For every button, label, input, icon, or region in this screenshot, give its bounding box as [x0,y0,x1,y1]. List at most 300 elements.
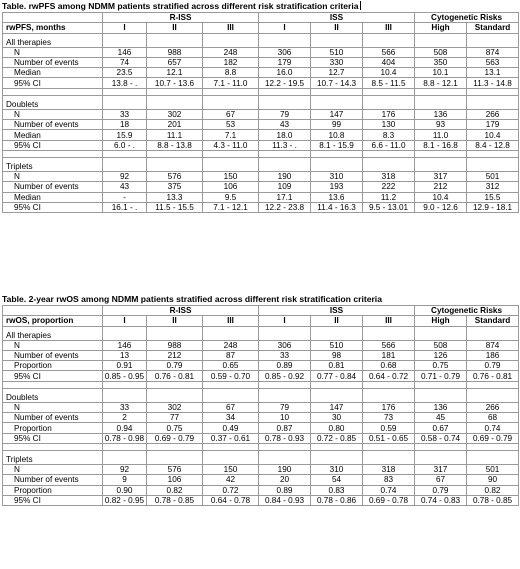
table-row [3,109,519,119]
table-cell: 0.37 - 0.61 [203,433,259,443]
table-body [3,326,519,506]
table-cell: 8.1 - 16.8 [415,140,467,150]
table-cell: 18.0 [259,130,311,140]
table-row [3,68,519,78]
table-cell: 136 [415,402,467,412]
table-cell: 0.78 - 0.98 [103,433,147,443]
table-cell: 182 [203,57,259,67]
row-label: Number of events [3,350,103,360]
empty-cell [311,95,363,109]
empty-cell [311,381,363,388]
table-cell: 15.9 [103,130,147,140]
row-label: 95% CI [3,140,103,150]
section-title: Doublets [3,95,103,109]
table-cell: 0.68 [363,361,415,371]
table-caption-text: Table. rwPFS among NDMM patients stratified across different risk stratification criteria [2,1,359,11]
table-cell: 12.9 - 18.1 [467,202,519,212]
group-header-iss: ISS [259,13,415,23]
table-row [3,182,519,192]
table-cell: 2 [103,413,147,423]
table-cell: 375 [147,182,203,192]
empty-cell [103,326,147,340]
table-cell: 0.89 [259,485,311,495]
table-cell: 7.1 - 11.0 [203,78,259,88]
empty-cell [147,95,203,109]
table-cell: 0.81 [311,361,363,371]
table-cell: 212 [415,182,467,192]
section-title: All therapies [3,326,103,340]
table-cell: 146 [103,340,147,350]
empty-cell [203,388,259,402]
section-title: Doublets [3,388,103,402]
empty-cell [363,388,415,402]
table-cell: 92 [103,171,147,181]
empty-cell [147,381,203,388]
table-cell: 106 [203,182,259,192]
table-cell: 10.4 [415,192,467,202]
rwpfs-table-block [2,1,518,213]
table-cell: 11.3 - . [259,140,311,150]
table-body [3,33,519,213]
empty-cell [415,95,467,109]
empty-cell [363,326,415,340]
table-cell: 350 [415,57,467,67]
table-cell: 67 [203,109,259,119]
text-cursor [360,1,361,10]
subcolumn-header-row [3,23,519,33]
table-cell: 0.78 - 0.86 [311,495,363,505]
table-cell: 99 [311,120,363,130]
table-cell: 20 [259,475,311,485]
table-cell: 0.72 [203,485,259,495]
subcolumn-header-row [3,316,519,326]
empty-cell [467,95,519,109]
table-cell: 0.64 - 0.78 [203,495,259,505]
empty-cell [415,150,467,157]
table-cell: 0.71 - 0.79 [415,371,467,381]
table-row [3,78,519,88]
table-cell: 74 [103,57,147,67]
table-cell: 0.76 - 0.81 [467,371,519,381]
table-cell: 0.74 - 0.83 [415,495,467,505]
spacer-row [3,381,519,388]
empty-cell [415,157,467,171]
empty-cell [147,157,203,171]
empty-cell [203,150,259,157]
table-cell: 10.1 [415,68,467,78]
table-cell: 186 [467,350,519,360]
table-cell: 508 [415,47,467,57]
empty-cell [311,150,363,157]
table-cell: 0.83 [311,485,363,495]
empty-cell [467,157,519,171]
table-caption: Table. 2-year rwOS among NDMM patients stratified across different risk stratification criteria [2,294,382,304]
table-cell: 510 [311,47,363,57]
table-cell: 306 [259,47,311,57]
table-cell: 317 [415,464,467,474]
table-cell: 17.1 [259,192,311,202]
table-cell: 657 [147,57,203,67]
table-cell: 109 [259,182,311,192]
subcol-header: III [203,23,259,33]
group-header-row [3,306,519,316]
table-cell: 0.49 [203,423,259,433]
table-cell: 190 [259,171,311,181]
row-label: 95% CI [3,495,103,505]
empty-cell [259,381,311,388]
empty-cell [147,388,203,402]
row-label: Number of events [3,120,103,130]
empty-cell [103,450,147,464]
empty-cell [363,450,415,464]
row-label: N [3,402,103,412]
section-header-row [3,388,519,402]
table-cell: 201 [147,120,203,130]
subcol-header: I [259,316,311,326]
table-row [3,475,519,485]
table-row [3,171,519,181]
empty-cell [147,88,203,95]
table-cell: 501 [467,464,519,474]
table-cell: 576 [147,171,203,181]
table-cell: 0.84 - 0.93 [259,495,311,505]
empty-cell [103,157,147,171]
table-cell: - [103,192,147,202]
row-label: Number of events [3,413,103,423]
table-cell: 7.1 [203,130,259,140]
table-row [3,120,519,130]
table-cell: 0.72 - 0.85 [311,433,363,443]
empty-cell [259,95,311,109]
table-cell: 0.82 [147,485,203,495]
table-cell: 67 [415,475,467,485]
empty-cell [467,381,519,388]
table-row [3,130,519,140]
table-row [3,350,519,360]
empty-cell [363,443,415,450]
table-cell: 212 [147,350,203,360]
section-header-row [3,450,519,464]
table-cell: 0.51 - 0.65 [363,433,415,443]
table-cell: 190 [259,464,311,474]
empty-cell [363,157,415,171]
table-cell: 12.2 - 19.5 [259,78,311,88]
table-cell: 576 [147,464,203,474]
table-row [3,423,519,433]
table-row [3,47,519,57]
table-cell: 10.8 [311,130,363,140]
table-cell: 0.77 - 0.84 [311,371,363,381]
table-cell: 9.5 [203,192,259,202]
table-cell: 126 [415,350,467,360]
table-cell: 87 [203,350,259,360]
empty-cell [103,381,147,388]
table-row [3,402,519,412]
row-label: 95% CI [3,78,103,88]
table-cell: 248 [203,47,259,57]
spacer-row [3,150,519,157]
table-cell: 11.0 [415,130,467,140]
table-cell: 146 [103,47,147,57]
table-cell: 33 [259,350,311,360]
table-cell: 147 [311,109,363,119]
empty-cell [203,95,259,109]
subcol-header: III [363,23,415,33]
table-cell: 11.1 [147,130,203,140]
row-label: N [3,109,103,119]
empty-cell [147,150,203,157]
subcol-header: II [147,23,203,33]
section-title: Triplets [3,157,103,171]
table-row [3,361,519,371]
section-header-row [3,326,519,340]
table-cell: 266 [467,109,519,119]
empty-cell [363,381,415,388]
table-cell: 11.4 - 16.3 [311,202,363,212]
table-cell: 222 [363,182,415,192]
section-title: All therapies [3,33,103,47]
empty-cell [311,33,363,47]
table-row [3,413,519,423]
empty-cell [363,88,415,95]
table-cell: 8.3 [363,130,415,140]
empty-cell [259,388,311,402]
table-row [3,464,519,474]
table-cell: 566 [363,340,415,350]
table-cell: 13 [103,350,147,360]
table-cell: 4.3 - 11.0 [203,140,259,150]
empty-cell [311,388,363,402]
table-cell: 8.8 - 13.8 [147,140,203,150]
empty-cell [203,443,259,450]
table-cell: 874 [467,47,519,57]
table-cell: 0.79 [415,485,467,495]
table-row [3,485,519,495]
empty-cell [467,150,519,157]
empty-cell [259,33,311,47]
table-cell: 79 [259,109,311,119]
row-header-label: rwOS, proportion [3,316,103,326]
table-cell: 43 [103,182,147,192]
table-cell: 73 [363,413,415,423]
empty-cell [103,95,147,109]
table-cell: 0.65 [203,361,259,371]
table-cell: 11.3 - 14.8 [467,78,519,88]
empty-cell [259,88,311,95]
table-cell: 42 [203,475,259,485]
table-cell: 310 [311,171,363,181]
table-cell: 0.59 [363,423,415,433]
table-cell: 310 [311,464,363,474]
table-cell: 404 [363,57,415,67]
table-cell: 8.1 - 15.9 [311,140,363,150]
empty-cell [203,450,259,464]
empty-cell [259,150,311,157]
table-cell: 0.78 - 0.85 [147,495,203,505]
empty-cell [147,450,203,464]
table-cell: 0.75 [147,423,203,433]
spacer-row [3,88,519,95]
empty-cell [467,388,519,402]
table-cell: 93 [415,120,467,130]
empty-cell [3,150,103,157]
table-cell: 0.82 - 0.95 [103,495,147,505]
table-cell: 181 [363,350,415,360]
table-cell: 8.5 - 11.5 [363,78,415,88]
table-cell: 0.67 [415,423,467,433]
empty-cell [311,450,363,464]
table-row [3,202,519,212]
table-cell: 98 [311,350,363,360]
table-cell: 306 [259,340,311,350]
table-row [3,495,519,505]
table-cell: 16.0 [259,68,311,78]
empty-cell [103,150,147,157]
table-cell: 16.1 - . [103,202,147,212]
empty-cell [311,157,363,171]
table-cell: 988 [147,340,203,350]
group-header-cytogenetic: Cytogenetic Risks [415,306,519,316]
table-cell: 8.8 - 12.1 [415,78,467,88]
table-cell: 0.74 [467,423,519,433]
empty-cell [147,33,203,47]
subcol-header: II [311,23,363,33]
table-cell: 12.7 [311,68,363,78]
empty-cell [311,326,363,340]
table-cell: 0.89 [259,361,311,371]
table-cell: 510 [311,340,363,350]
empty-cell [103,33,147,47]
empty-cell [363,150,415,157]
table-cell: 10.4 [363,68,415,78]
table-cell: 193 [311,182,363,192]
table-cell: 0.90 [103,485,147,495]
table-row [3,140,519,150]
table-cell: 12.1 [147,68,203,78]
group-header-riss: R-ISS [103,13,259,23]
row-label: Median [3,68,103,78]
table-cell: 179 [467,120,519,130]
row-header-label: rwPFS, months [3,23,103,33]
rwpfs-table [2,12,519,213]
table-caption [2,1,518,12]
subcol-header: III [203,316,259,326]
subcol-header: I [103,316,147,326]
table-cell: 302 [147,402,203,412]
table-cell: 34 [203,413,259,423]
table-cell: 9.5 - 13.01 [363,202,415,212]
table-cell: 130 [363,120,415,130]
table-cell: 0.85 - 0.92 [259,371,311,381]
empty-cell [3,443,103,450]
table-cell: 13.8 - . [103,78,147,88]
table-cell: 312 [467,182,519,192]
table-cell: 0.75 [415,361,467,371]
row-label: 95% CI [3,371,103,381]
table-cell: 54 [311,475,363,485]
subcol-header: High [415,23,467,33]
table-cell: 0.69 - 0.79 [467,433,519,443]
row-label: Proportion [3,485,103,495]
table-cell: 508 [415,340,467,350]
table-cell: 7.1 - 12.1 [203,202,259,212]
subcol-header: II [311,316,363,326]
table-cell: 0.58 - 0.74 [415,433,467,443]
table-cell: 0.80 [311,423,363,433]
table-cell: 0.74 [363,485,415,495]
table-cell: 0.76 - 0.81 [147,371,203,381]
table-cell: 11.5 - 15.5 [147,202,203,212]
table-cell: 0.78 - 0.93 [259,433,311,443]
empty-cell [467,33,519,47]
rwos-table-block [2,294,518,506]
table-cell: 988 [147,47,203,57]
empty-cell [415,88,467,95]
subcol-header: High [415,316,467,326]
section-header-row [3,33,519,47]
table-cell: 317 [415,171,467,181]
subcol-header: Standard [467,23,519,33]
table-cell: 11.2 [363,192,415,202]
empty-cell [3,381,103,388]
row-label: Number of events [3,475,103,485]
table-cell: 18 [103,120,147,130]
table-cell: 179 [259,57,311,67]
empty-cell [415,450,467,464]
table-cell: 12.2 - 23.8 [259,202,311,212]
spacer-row [3,443,519,450]
subcol-header: I [259,23,311,33]
empty-cell [415,326,467,340]
row-label: N [3,47,103,57]
table-cell: 15.5 [467,192,519,202]
table-cell: 176 [363,402,415,412]
table-cell: 77 [147,413,203,423]
table-cell: 0.94 [103,423,147,433]
table-cell: 43 [259,120,311,130]
empty-cell [103,388,147,402]
table-cell: 83 [363,475,415,485]
section-title: Triplets [3,450,103,464]
table-cell: 90 [467,475,519,485]
table-cell: 45 [415,413,467,423]
row-label: Median [3,130,103,140]
row-label: N [3,171,103,181]
rwos-table [2,305,519,506]
empty-cell [467,326,519,340]
empty-cell [3,88,103,95]
table-row [3,57,519,67]
row-label: N [3,340,103,350]
table-cell: 0.69 - 0.78 [363,495,415,505]
table-cell: 9.0 - 12.6 [415,202,467,212]
empty-cell [311,88,363,95]
table-cell: 10.4 [467,130,519,140]
table-cell: 318 [363,464,415,474]
row-label: Number of events [3,182,103,192]
table-cell: 13.6 [311,192,363,202]
table-cell: 501 [467,171,519,181]
table-cell: 0.85 - 0.95 [103,371,147,381]
empty-cell [203,157,259,171]
table-cell: 30 [311,413,363,423]
row-label: 95% CI [3,433,103,443]
table-cell: 10.7 - 14.3 [311,78,363,88]
table-cell: 53 [203,120,259,130]
table-cell: 147 [311,402,363,412]
empty-cell [415,33,467,47]
row-label: N [3,464,103,474]
